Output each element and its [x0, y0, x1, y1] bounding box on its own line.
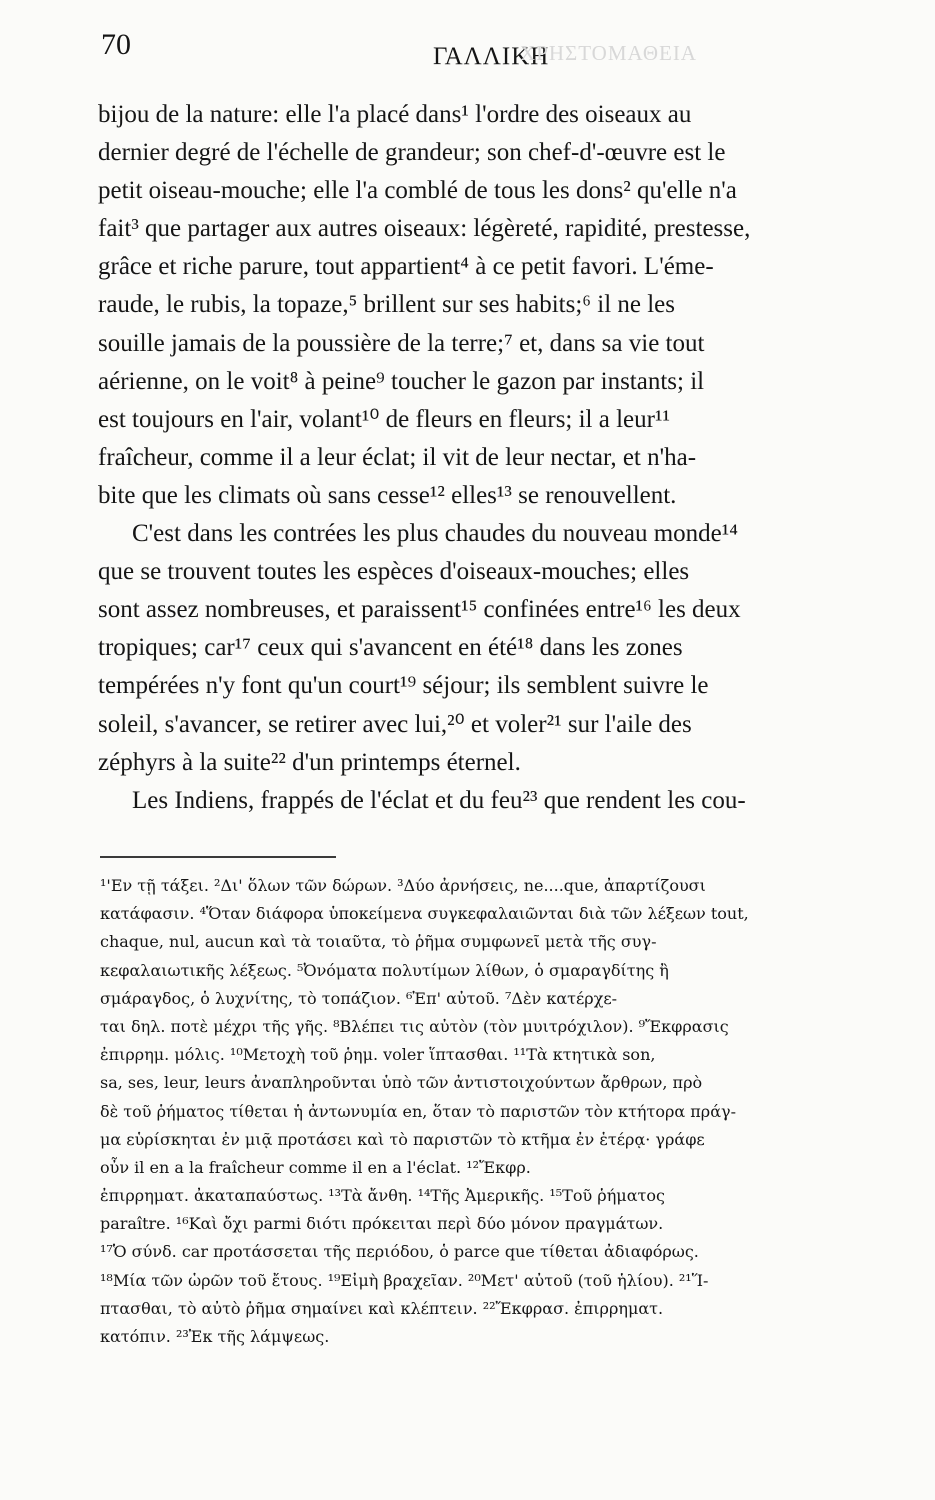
page-number: 70 — [101, 28, 131, 61]
footnote-line: κατόπιν. ²³Ἐκ τῆς λάμψεως. — [100, 1327, 330, 1346]
main-text-line: bijou de la nature: elle l'a placé dans¹ l'ordre des oiseaux au — [98, 101, 692, 128]
footnote-line: κατάφασιν. ⁴Ὅταν διάφορα ὑποκείμενα συγκεφαλαιῶνται διὰ τῶν λέξεων tout, — [100, 904, 749, 924]
main-text-line: zéphyrs à la suite²² d'un printemps éternel. — [98, 748, 521, 776]
footnote-line: ¹'Εν τῇ τάξει. ²Δι' ὅλων τῶν δώρων. ³Δύο ἀρνήσεις, ne....que, ἀπαρτίζουσι — [100, 876, 706, 895]
main-text-line: tropiques; car¹⁷ ceux qui s'avancent en été¹⁸ dans les zones — [98, 634, 683, 662]
footnote-line: πτασθαι, τὸ αὐτὸ ῥῆμα σημαίνει καὶ κλέπτειν. ²²Ἔκφρασ. ἐπιρρηματ. — [100, 1298, 664, 1318]
footnote-line: ¹⁷Ὁ σύνδ. car προτάσσεται τῆς περιόδου, ὁ parce que τίθεται ἀδιαφόρως. — [100, 1242, 699, 1262]
main-text-line: fait³ que partager aux autres oiseaux: légèreté, rapidité, prestesse, — [98, 215, 751, 243]
footnote-divider — [100, 856, 336, 858]
main-text-line: raude, le rubis, la topaze,⁵ brillent sur ses habits;⁶ il ne les — [98, 291, 676, 319]
main-text-line: souille jamais de la poussière de la terre;⁷ et, dans sa vie tout — [98, 329, 705, 357]
main-text-line: C'est dans les contrées les plus chaudes du nouveau monde¹⁴ — [132, 520, 738, 548]
show-through-heading: ΧΡΗΣΤΟΜΑΘΕΙΑ — [520, 41, 697, 65]
main-text-line: que se trouvent toutes les espèces d'oiseaux-mouches; elles — [98, 558, 690, 586]
footnotes — [100, 872, 855, 1351]
main-text-line: sont assez nombreuses, et paraissent¹⁵ confinées entre¹⁶ les deux — [98, 596, 741, 624]
footnote-line: ¹⁸Μία τῶν ὡρῶν τοῦ ἔτους. ¹⁹Εἰμὴ βραχεῖαν. ²⁰Μετ' αὐτοῦ (τοῦ ἡλίου). ²¹Ἵ- — [100, 1270, 709, 1290]
main-text-line: aérienne, on le voit⁸ à peine⁹ toucher le gazon par instants; il — [98, 367, 705, 395]
footnote-line: paraître. ¹⁶Καὶ ὄχι parmi διότι πρόκειται περὶ δύο μόνον πραγμάτων. — [100, 1214, 664, 1234]
footnote-line: οὖν il en a la fraîcheur comme il en a l'éclat. ¹²Ἔκφρ. — [100, 1157, 531, 1177]
main-text-line: tempérées n'y font qu'un court¹⁹ séjour; ils semblent suivre le — [98, 672, 709, 700]
footnote-line: chaque, nul, aucun καὶ τὰ τοιαῦτα, τὸ ῥῆμα συμφωνεῖ μετὰ τῆς συγ- — [100, 932, 657, 952]
footnote-line: ἐπιρρημ. μόλις. ¹⁰Μετοχὴ τοῦ ῥημ. voler ἵπτασθαι. ¹¹Τὰ κτητικὰ son, — [100, 1045, 656, 1065]
main-text-line: soleil, s'avancer, se retirer avec lui,²⁰ et voler²¹ sur l'aile des — [98, 710, 692, 738]
main-text-line: Les Indiens, frappés de l'éclat et du feu²³ que rendent les cou- — [132, 786, 746, 814]
footnote-line: ἐπιρρηματ. ἀκαταπαύστως. ¹³Τὰ ἄνθη. ¹⁴Τῆς Ἀμερικῆς. ¹⁵Τοῦ ῥήματος — [100, 1186, 665, 1206]
footnote-line: μα εὑρίσκηται ἐν μιᾷ προτάσει καὶ τὸ παριστῶν τὸ κτῆμα ἐν ἑτέρᾳ· γράφε — [100, 1129, 705, 1149]
main-text-line: grâce et riche parure, tout appartient⁴ à ce petit favori. L'éme- — [98, 253, 714, 281]
main-text-line: bite que les climats où sans cesse¹² elles¹³ se renouvellent. — [98, 481, 677, 509]
footnote-line: δὲ τοῦ ῥήματος τίθεται ἡ ἀντωνυμία en, ὅταν τὸ παριστῶν τὸν κτήτορα πράγ- — [100, 1101, 736, 1121]
footnote-line: ται δηλ. ποτὲ μέχρι τῆς γῆς. ⁸Βλέπει τις αὐτὸν (τὸν μυιτρόχιλον). ⁹Ἔκφρασις — [100, 1016, 729, 1036]
main-text-line: petit oiseau-mouche; elle l'a comblé de tous les dons² qu'elle n'a — [98, 177, 737, 205]
running-head: ΓΑΛΛΙΚΗ — [433, 43, 550, 70]
main-text-line: fraîcheur, comme il a leur éclat; il vit de leur nectar, et n'ha- — [98, 443, 697, 471]
main-text — [98, 96, 856, 820]
footnote-line: sa, ses, leur, leurs ἀναπληροῦνται ὑπὸ τῶν ἀντιστοιχούντων ἄρθρων, πρὸ — [100, 1073, 703, 1093]
footnote-line: κεφαλαιωτικῆς λέξεως. ⁵Ὀνόματα πολυτίμων λίθων, ὁ σμαραγδίτης ἢ — [100, 960, 669, 980]
footnote-line: σμάραγδος, ὁ λυχνίτης, τὸ τοπάζιον. ⁶Ἐπ' αὐτοῦ. ⁷Δὲν κατέρχε- — [100, 988, 618, 1008]
main-text-line: dernier degré de l'échelle de grandeur; son chef-d'-œuvre est le — [98, 139, 726, 167]
main-text-line: est toujours en l'air, volant¹⁰ de fleurs en fleurs; il a leur¹¹ — [98, 405, 670, 433]
